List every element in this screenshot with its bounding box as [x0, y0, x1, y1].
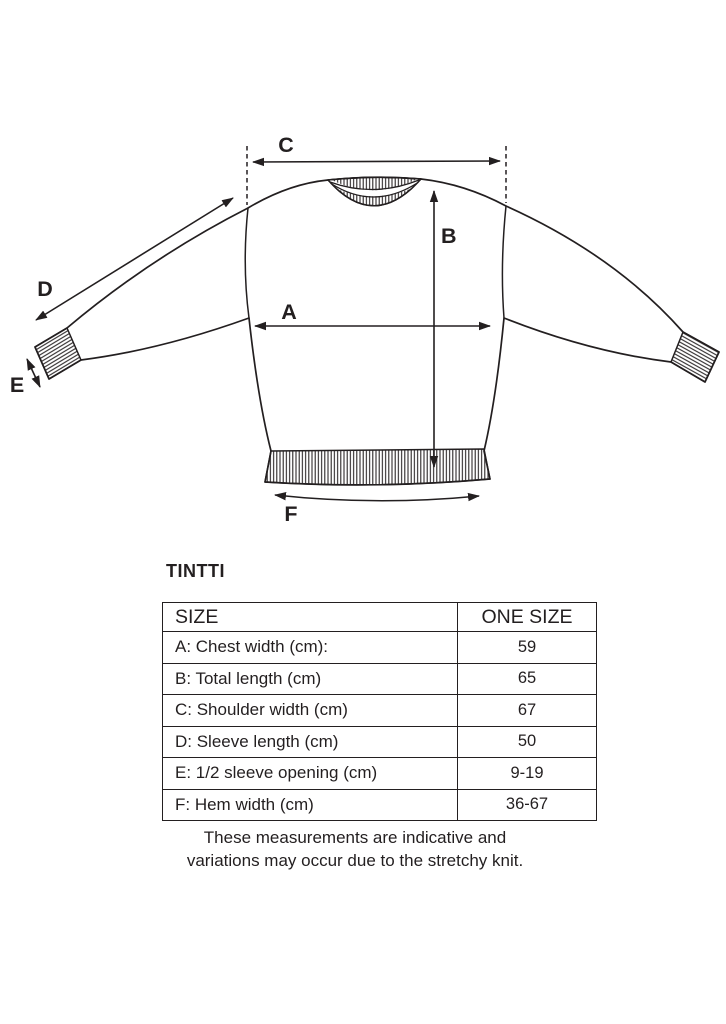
size-column-header: SIZE [163, 603, 458, 632]
label-f: F [284, 502, 298, 526]
hem-band [265, 449, 490, 485]
table-header-row [163, 603, 597, 632]
measurement-value: 67 [458, 695, 597, 727]
measurement-value: 65 [458, 663, 597, 695]
table-row [163, 663, 597, 695]
dim-arrow-e [27, 359, 40, 387]
measurement-value: 9-19 [458, 758, 597, 790]
measurement-label: C: Shoulder width (cm) [163, 695, 458, 727]
disclaimer-line-2: variations may occur due to the stretchy knit. [186, 850, 524, 870]
measurement-value: 36-67 [458, 789, 597, 821]
measurement-label: B: Total length (cm) [163, 663, 458, 695]
size-table [162, 602, 597, 821]
label-d: D [37, 277, 53, 301]
measurement-label: E: 1/2 sleeve opening (cm) [163, 758, 458, 790]
table-row [163, 726, 597, 758]
measurement-label: A: Chest width (cm): [163, 632, 458, 664]
table-row [163, 695, 597, 727]
dim-arrow-c [253, 161, 500, 162]
label-e: E [9, 373, 25, 397]
label-c: C [278, 133, 294, 157]
one-size-column-header: ONE SIZE [458, 603, 597, 632]
table-row [163, 789, 597, 821]
measurement-value: 50 [458, 726, 597, 758]
measurement-label: F: Hem width (cm) [163, 789, 458, 821]
measurement-value: 59 [458, 632, 597, 664]
measurement-label: D: Sleeve length (cm) [163, 726, 458, 758]
disclaimer-line-1: These measurements are indicative and [203, 828, 507, 847]
sweater-silhouette [35, 177, 719, 485]
sweater-drawing [35, 177, 719, 485]
measurement-disclaimer [90, 827, 620, 872]
dim-arrow-f [275, 495, 479, 501]
table-row [163, 632, 597, 664]
product-title: TINTTI [166, 561, 225, 581]
table-row [163, 758, 597, 790]
label-a: A [281, 300, 297, 324]
label-b: B [441, 224, 457, 248]
